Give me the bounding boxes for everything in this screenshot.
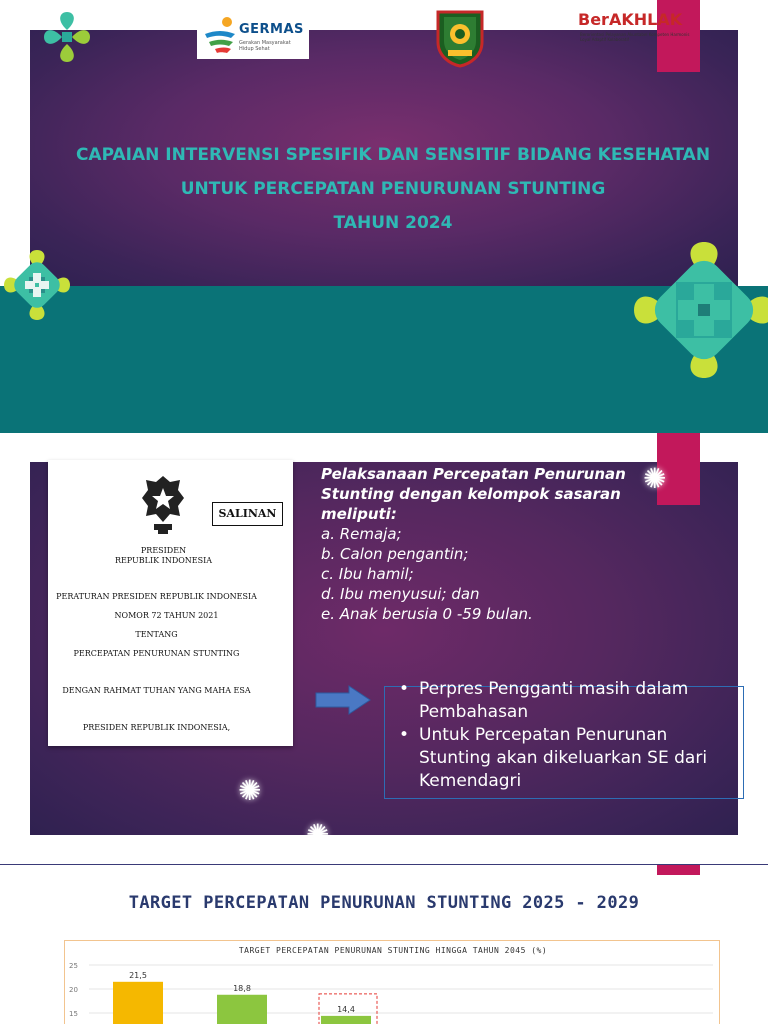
target-groups-heading: Pelaksanaan Percepatan Penurunan <box>321 465 626 483</box>
status-note-line: Kemendagri <box>419 771 522 791</box>
germas-logo-subtext: Gerakan Masyarakat Hidup Sehat <box>239 40 291 52</box>
target-groups-heading: Stunting dengan kelompok sasaran <box>321 485 621 503</box>
chart-bar <box>217 995 267 1024</box>
document-line: PRESIDEN REPUBLIK INDONESIA, <box>82 723 231 732</box>
chart-title: TARGET PERCEPATAN PENURUNAN STUNTING HINGGA TAHUN 2045 (%) <box>238 946 548 955</box>
germas-logo <box>197 10 309 59</box>
status-note-bullet <box>399 678 743 724</box>
chart-y-tick-label: 15 <box>69 1010 78 1018</box>
berakhlak-logo-subtext: Berorientasi Pelayanan Akuntabel Kompeten Harmonis Loyal Adaptif Kolaboratif <box>580 32 690 42</box>
target-group-item: a. Remaja; <box>321 525 402 543</box>
sparkle-icon: ✺ <box>643 462 667 495</box>
slide-title-line: CAPAIAN INTERVENSI SPESIFIK DAN SENSITIF BIDANG KESEHATAN <box>75 145 711 165</box>
chart-value-label: 18,8 <box>233 983 251 993</box>
sparkle-icon: ✺ <box>306 818 330 851</box>
chart-value-label: 14,4 <box>337 1004 355 1014</box>
target-chart-slide <box>0 864 768 1024</box>
target-group-item: c. Ibu hamil; <box>321 565 414 583</box>
slide-title <box>40 138 746 240</box>
status-note-line: • Untuk Percepatan Penurunan <box>419 725 668 745</box>
target-chart <box>64 940 720 1024</box>
status-note-line: Stunting akan dikeluarkan SE dari <box>419 748 708 768</box>
document-line: REPUBLIK INDONESIA <box>114 556 213 565</box>
garuda-emblem-icon <box>140 474 186 536</box>
sparkle-icon: ✺ <box>238 774 262 807</box>
target-group-item: d. Ibu menyusui; dan <box>321 585 480 603</box>
kemenkes-flower-icon <box>40 8 94 66</box>
document-line: DENGAN RAHMAT TUHAN YANG MAHA ESA <box>62 686 251 695</box>
chart-y-tick-label: 25 <box>69 962 78 970</box>
chart-bar <box>113 982 163 1024</box>
left-ornament-icon <box>2 248 72 322</box>
title-slide <box>0 0 768 433</box>
pink-accent-tab <box>657 865 700 875</box>
document-line: PERCEPATAN PENURUNAN STUNTING <box>73 649 240 658</box>
status-note-box <box>384 679 744 799</box>
right-ornament-icon <box>632 238 768 382</box>
berakhlak-logo <box>578 8 698 44</box>
regional-seal-icon <box>434 8 486 68</box>
document-line: NOMOR 72 TAHUN 2021 <box>114 611 219 620</box>
status-note-line: • Perpres Pengganti masih dalam <box>419 679 689 699</box>
target-group-item: e. Anak berusia 0 -59 bulan. <box>321 605 533 623</box>
target-group-item: b. Calon pengantin; <box>321 545 469 563</box>
salinan-badge: SALINAN <box>212 502 283 526</box>
document-line: PERATURAN PRESIDEN REPUBLIK INDONESIA <box>56 592 257 601</box>
document-line: TENTANG <box>135 630 178 639</box>
target-slide-title: TARGET PERCEPATAN PENURUNAN STUNTING 2025 - 2029 <box>128 893 640 913</box>
germas-figure-icon <box>201 14 239 56</box>
target-groups-heading: meliputi: <box>321 505 397 523</box>
chart-value-label: 21,5 <box>129 970 147 980</box>
germas-logo-text: GERMAS <box>239 22 304 37</box>
perpres-document-image <box>48 460 293 746</box>
right-arrow-icon <box>315 685 371 715</box>
berakhlak-logo-text: BerAKHLAK <box>578 10 683 29</box>
chart-plot <box>65 941 721 1024</box>
document-line: PRESIDEN <box>140 546 187 555</box>
chart-y-tick-label: 20 <box>69 986 78 994</box>
target-groups-text <box>321 464 681 624</box>
slide-title-line: UNTUK PERCEPATAN PENURUNAN STUNTING <box>180 179 606 199</box>
chart-bar <box>321 1016 371 1024</box>
regulation-slide <box>0 433 768 864</box>
status-note-line: Pembahasan <box>419 702 529 722</box>
status-note-bullet <box>399 724 743 793</box>
slide-title-line: TAHUN 2024 <box>333 213 453 233</box>
